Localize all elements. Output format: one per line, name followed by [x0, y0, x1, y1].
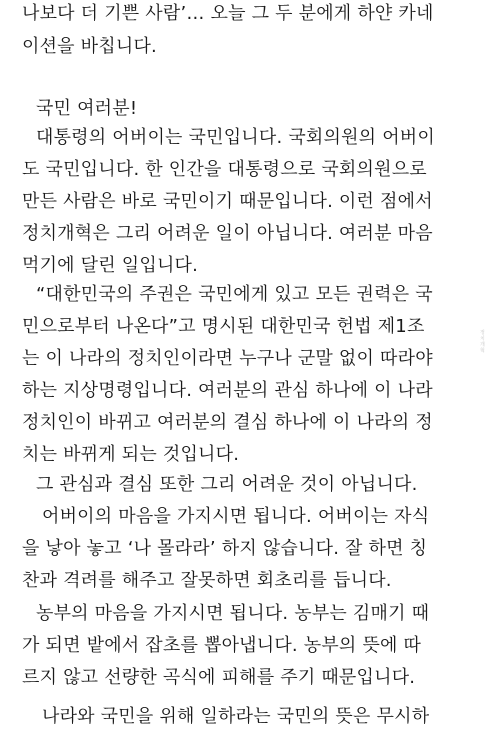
text-line: 민으로부터 나온다”고 명시된 대한민국 헌법 제1조: [22, 316, 425, 337]
text-line: 그 관심과 결심 또한 그리 어려운 것이 아닙니다.: [36, 474, 418, 495]
text-line: 는 이 나라의 정치인이라면 누구나 군말 없이 따라야: [22, 348, 433, 369]
text-line: 만든 사람은 바로 국민이기 때문입니다. 이런 점에서: [22, 191, 433, 212]
text-line: 치는 바뀌게 되는 것입니다.: [22, 444, 240, 465]
text-line: 이션을 바칩니다.: [22, 36, 157, 57]
text-line: 정치개혁은 그리 어려운 일이 아닙니다. 여러분 마음: [22, 223, 433, 244]
text-line: 어버이의 마음을 가지시면 됩니다. 어버이는 자식: [42, 506, 430, 527]
text-line: 찬과 격려를 해주고 잘못하면 회초리를 듭니다.: [22, 570, 392, 591]
text-line: 농부의 마음을 가지시면 됩니다. 농부는 김매기 때: [36, 603, 430, 624]
text-line: 르지 않고 선량한 곡식에 피해를 주기 때문입니다.: [22, 667, 416, 688]
text-line: 정치인이 바뀌고 여러분의 결심 하나에 이 나라의 정: [22, 412, 433, 433]
text-line: “대한민국의 주권은 국민에게 있고 모든 권력은 국: [36, 284, 433, 305]
text-line: 도 국민입니다. 한 인간을 대통령으로 국회의원으로: [22, 159, 427, 180]
text-line: 대통령의 어버이는 국민입니다. 국회의원의 어버이: [36, 127, 435, 148]
side-watermark: 정치개혁: [480, 330, 485, 354]
text-line: 먹기에 달린 일입니다.: [22, 255, 199, 276]
text-line: 나보다 더 기쁜 사람’… 오늘 그 두 분에게 하얀 카네: [22, 3, 434, 24]
salutation: 국민 여러분!: [36, 98, 138, 119]
text-line: 나라와 국민을 위해 일하라는 국민의 뜻은 무시하: [42, 706, 430, 727]
text-line: 을 낳아 놓고 ‘나 몰라라’ 하지 않습니다. 잘 하면 칭: [22, 538, 428, 559]
text-line: 하는 지상명령입니다. 여러분의 관심 하나에 이 나라: [22, 380, 433, 401]
text-line: 가 되면 밭에서 잡초를 뽑아냅니다. 농부의 뜻에 따: [22, 635, 422, 656]
